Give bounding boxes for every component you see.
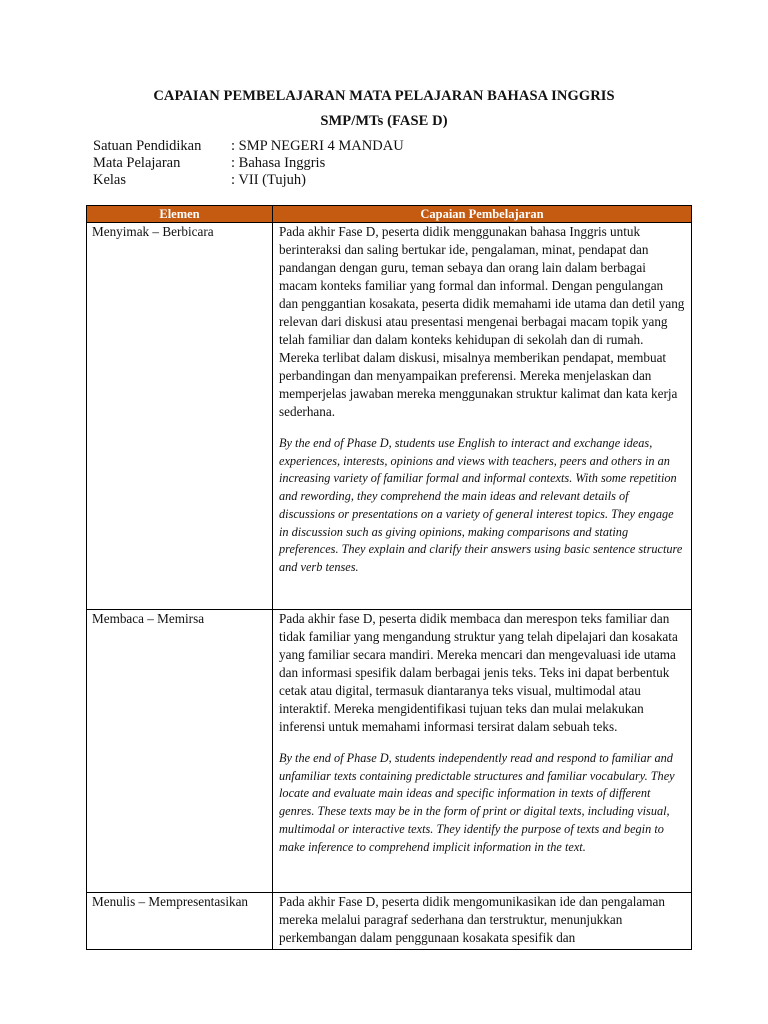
learning-outcomes-table — [86, 205, 692, 950]
element-cell: Menyimak – Berbicara — [87, 223, 273, 610]
outcome-text-en: By the end of Phase D, students use English to interact and exchange ideas, experiences, interests, opinions and views with teachers, peers and others in an increasing variety of familiar formal and informal contexts. With some repetition and rewording, they comprehend the main ideas and relevant details of discussions or presentations on a variety of general interest topics. They engage in discussion such as giving opinions, making comparisons and stating preferences. They explain and clarify their answers using basic sentence structure and verb tenses. — [279, 436, 683, 574]
column-header-elemen: Elemen — [87, 206, 273, 223]
info-value: : VII (Tujuh) — [231, 172, 306, 188]
table-row — [87, 223, 692, 610]
info-row-class — [93, 172, 404, 189]
element-cell: Menulis – Mempresentasikan — [87, 893, 273, 950]
outcome-cell — [273, 893, 692, 950]
info-label: Kelas — [93, 172, 127, 188]
info-label: Satuan Pendidikan — [93, 138, 202, 154]
info-label: Mata Pelajaran — [93, 155, 181, 171]
table-header-row — [87, 206, 692, 223]
table-row — [87, 893, 692, 950]
document-subtitle: SMP/MTs (FASE D) — [320, 113, 448, 129]
outcome-text-id: Pada akhir Fase D, peserta didik menggunakan bahasa Inggris untuk berinteraksi dan saling bertukar ide, pengalaman, minat, pendapat dan pandangan dengan guru, teman sebaya dan orang lain dalam berbagai macam konteks familiar yang formal dan informal. Dengan pengulangan dan penggantian kosakata, peserta didik memahami ide utama dan detil yang relevan dari diskusi atau presentasi mengenai berbagai macam topik yang telah familiar dan dalam konteks kehidupan di sekolah dan di rumah. Mereka terlibat dalam diskusi, misalnya memberikan pendapat, membuat perbandingan dan menyampaikan preferensi. Mereka menjelaskan dan memperjelas jawaban mereka menggunakan struktur kalimat dan kata kerja sederhana. — [279, 224, 685, 419]
info-row-school — [93, 138, 404, 155]
outcome-text-id: Pada akhir Fase D, peserta didik mengomunikasikan ide dan pengalaman mereka melalui paragraf sederhana dan terstruktur, menunjukkan perkembangan dalam penggunaan kosakata spesifik dan — [279, 894, 665, 945]
outcome-text-id: Pada akhir fase D, peserta didik membaca dan merespon teks familiar dan tidak familiar yang mengandung struktur yang telah dipelajari dan kosakata yang familiar secara mandiri. Mereka mencari dan mengevaluasi ide utama dan informasi spesifik dalam berbagai jenis teks. Teks ini dapat berbentuk cetak atau digital, termasuk diantaranya teks visual, multimodal atau interaktif. Mereka mengidentifikasi tujuan teks dan mulai melakukan inferensi untuk memahami informasi tersirat dalam sebuah teks. — [279, 611, 678, 734]
document-title: CAPAIAN PEMBELAJARAN MATA PELAJARAN BAHASA INGGRIS — [153, 88, 615, 104]
outcome-text-en: By the end of Phase D, students independently read and respond to familiar and unfamiliar texts containing predictable structures and familiar vocabulary. They locate and evaluate main ideas and specific information in texts of different genres. These texts may be in the form of print or digital texts, including visual, multimodal or interactive texts. They identify the purpose of texts and begin to make inference to comprehend implicit information in the text. — [279, 751, 675, 854]
info-row-subject — [93, 155, 404, 172]
outcome-cell — [273, 610, 692, 893]
element-cell: Membaca – Memirsa — [87, 610, 273, 893]
identity-block — [93, 138, 404, 189]
info-value: : Bahasa Inggris — [231, 155, 326, 171]
outcome-cell — [273, 223, 692, 610]
info-value: : SMP NEGERI 4 MANDAU — [231, 138, 404, 154]
table-row — [87, 610, 692, 893]
column-header-capaian: Capaian Pembelajaran — [273, 206, 692, 223]
